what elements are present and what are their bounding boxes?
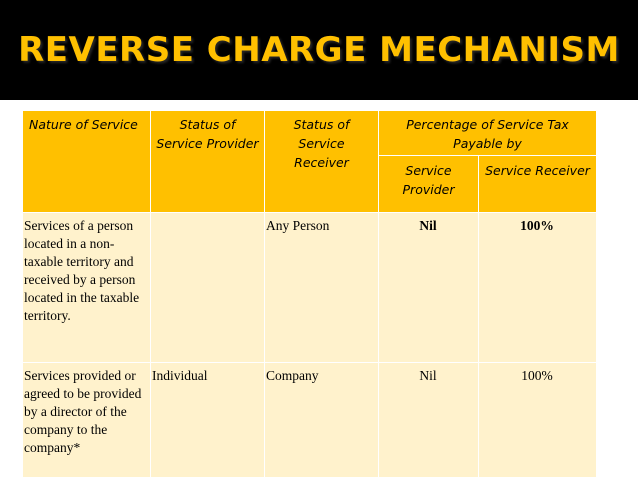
title-bar xyxy=(0,0,638,100)
cell-provider-percentage: Nil xyxy=(379,213,479,363)
slide-title: REVERSE CHARGE MECHANISM xyxy=(18,30,620,70)
cell-receiver-percentage: 100% xyxy=(479,363,597,478)
table-row xyxy=(23,213,597,363)
cell-nature-of-service: Services of a person located in a non-taxable territory and received by a person located in the taxable territory. xyxy=(23,213,151,363)
header-percentage-payable: Percentage of Service Tax Payable by xyxy=(379,111,597,156)
cell-nature-of-service: Services provided or agreed to be provided by a director of the company to the company* xyxy=(23,363,151,478)
cell-receiver-percentage: 100% xyxy=(479,213,597,363)
header-status-of-service-provider: Status of Service Provider xyxy=(151,111,265,213)
header-status-of-service-receiver: Status of Service Receiver xyxy=(265,111,379,213)
header-percentage-service-provider: Service Provider xyxy=(379,156,479,213)
cell-provider-status xyxy=(151,213,265,363)
cell-receiver-status: Company xyxy=(265,363,379,478)
table-row xyxy=(23,363,597,478)
reverse-charge-table xyxy=(22,110,597,478)
cell-provider-percentage: Nil xyxy=(379,363,479,478)
header-nature-of-service: Nature of Service xyxy=(23,111,151,213)
cell-provider-status: Individual xyxy=(151,363,265,478)
header-percentage-service-receiver: Service Receiver xyxy=(479,156,597,213)
cell-receiver-status: Any Person xyxy=(265,213,379,363)
